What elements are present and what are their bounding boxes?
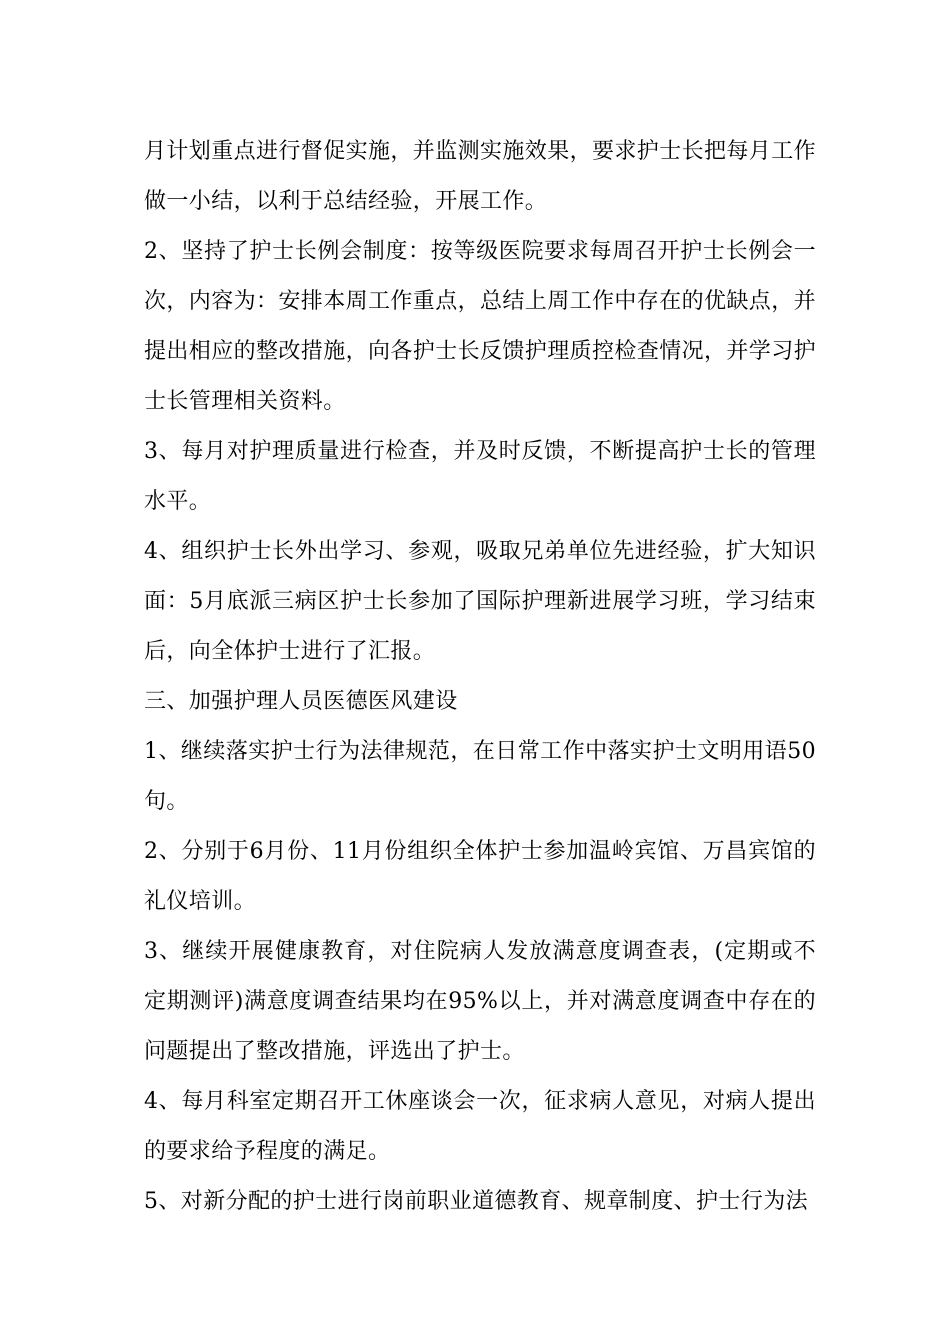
- paragraph-item-1-conduct: 1、继续落实护士行为法律规范，在日常工作中落实护士文明用语50句。: [144, 739, 816, 814]
- paragraph-item-2-etiquette: 2、分别于6月份、11月份组织全体护士参加温岭宾馆、万昌宾馆的礼仪培训。: [144, 839, 816, 914]
- document-body: [144, 127, 816, 1227]
- section-heading-ethics: 三、加强护理人员医德医风建设: [144, 689, 458, 714]
- paragraph-item-4-study-tour: 4、组织护士长外出学习、参观，吸取兄弟单位先进经验，扩大知识面：5月底派三病区护士长参加了国际护理新进展学习班，学习结束后，向全体护士进行了汇报。: [144, 539, 816, 664]
- paragraph-item-3-inspection: 3、每月对护理质量进行检查，并及时反馈，不断提高护士长的管理水平。: [144, 439, 816, 514]
- paragraph-continuation: 月计划重点进行督促实施，并监测实施效果，要求护士长把每月工作做一小结，以利于总结经验，开展工作。: [144, 139, 817, 214]
- paragraph-item-3-health-education: 3、继续开展健康教育，对住院病人发放满意度调查表，(定期或不定期测评)满意度调查结果均在95%以上，并对满意度调查中存在的问题提出了整改措施，评选出了护士。: [144, 939, 816, 1064]
- paragraph-item-4-forum: 4、每月科室定期召开工休座谈会一次，征求病人意见，对病人提出的要求给予程度的满足。: [144, 1089, 816, 1164]
- paragraph-item-2-meetings: 2、坚持了护士长例会制度：按等级医院要求每周召开护士长例会一次，内容为：安排本周工作重点，总结上周工作中存在的优缺点，并提出相应的整改措施，向各护士长反馈护理质控检查情况，并学习护士长管理相关资料。: [144, 239, 817, 414]
- paragraph-item-5-orientation: 5、对新分配的护士进行岗前职业道德教育、规章制度、护士行为法: [144, 1189, 808, 1214]
